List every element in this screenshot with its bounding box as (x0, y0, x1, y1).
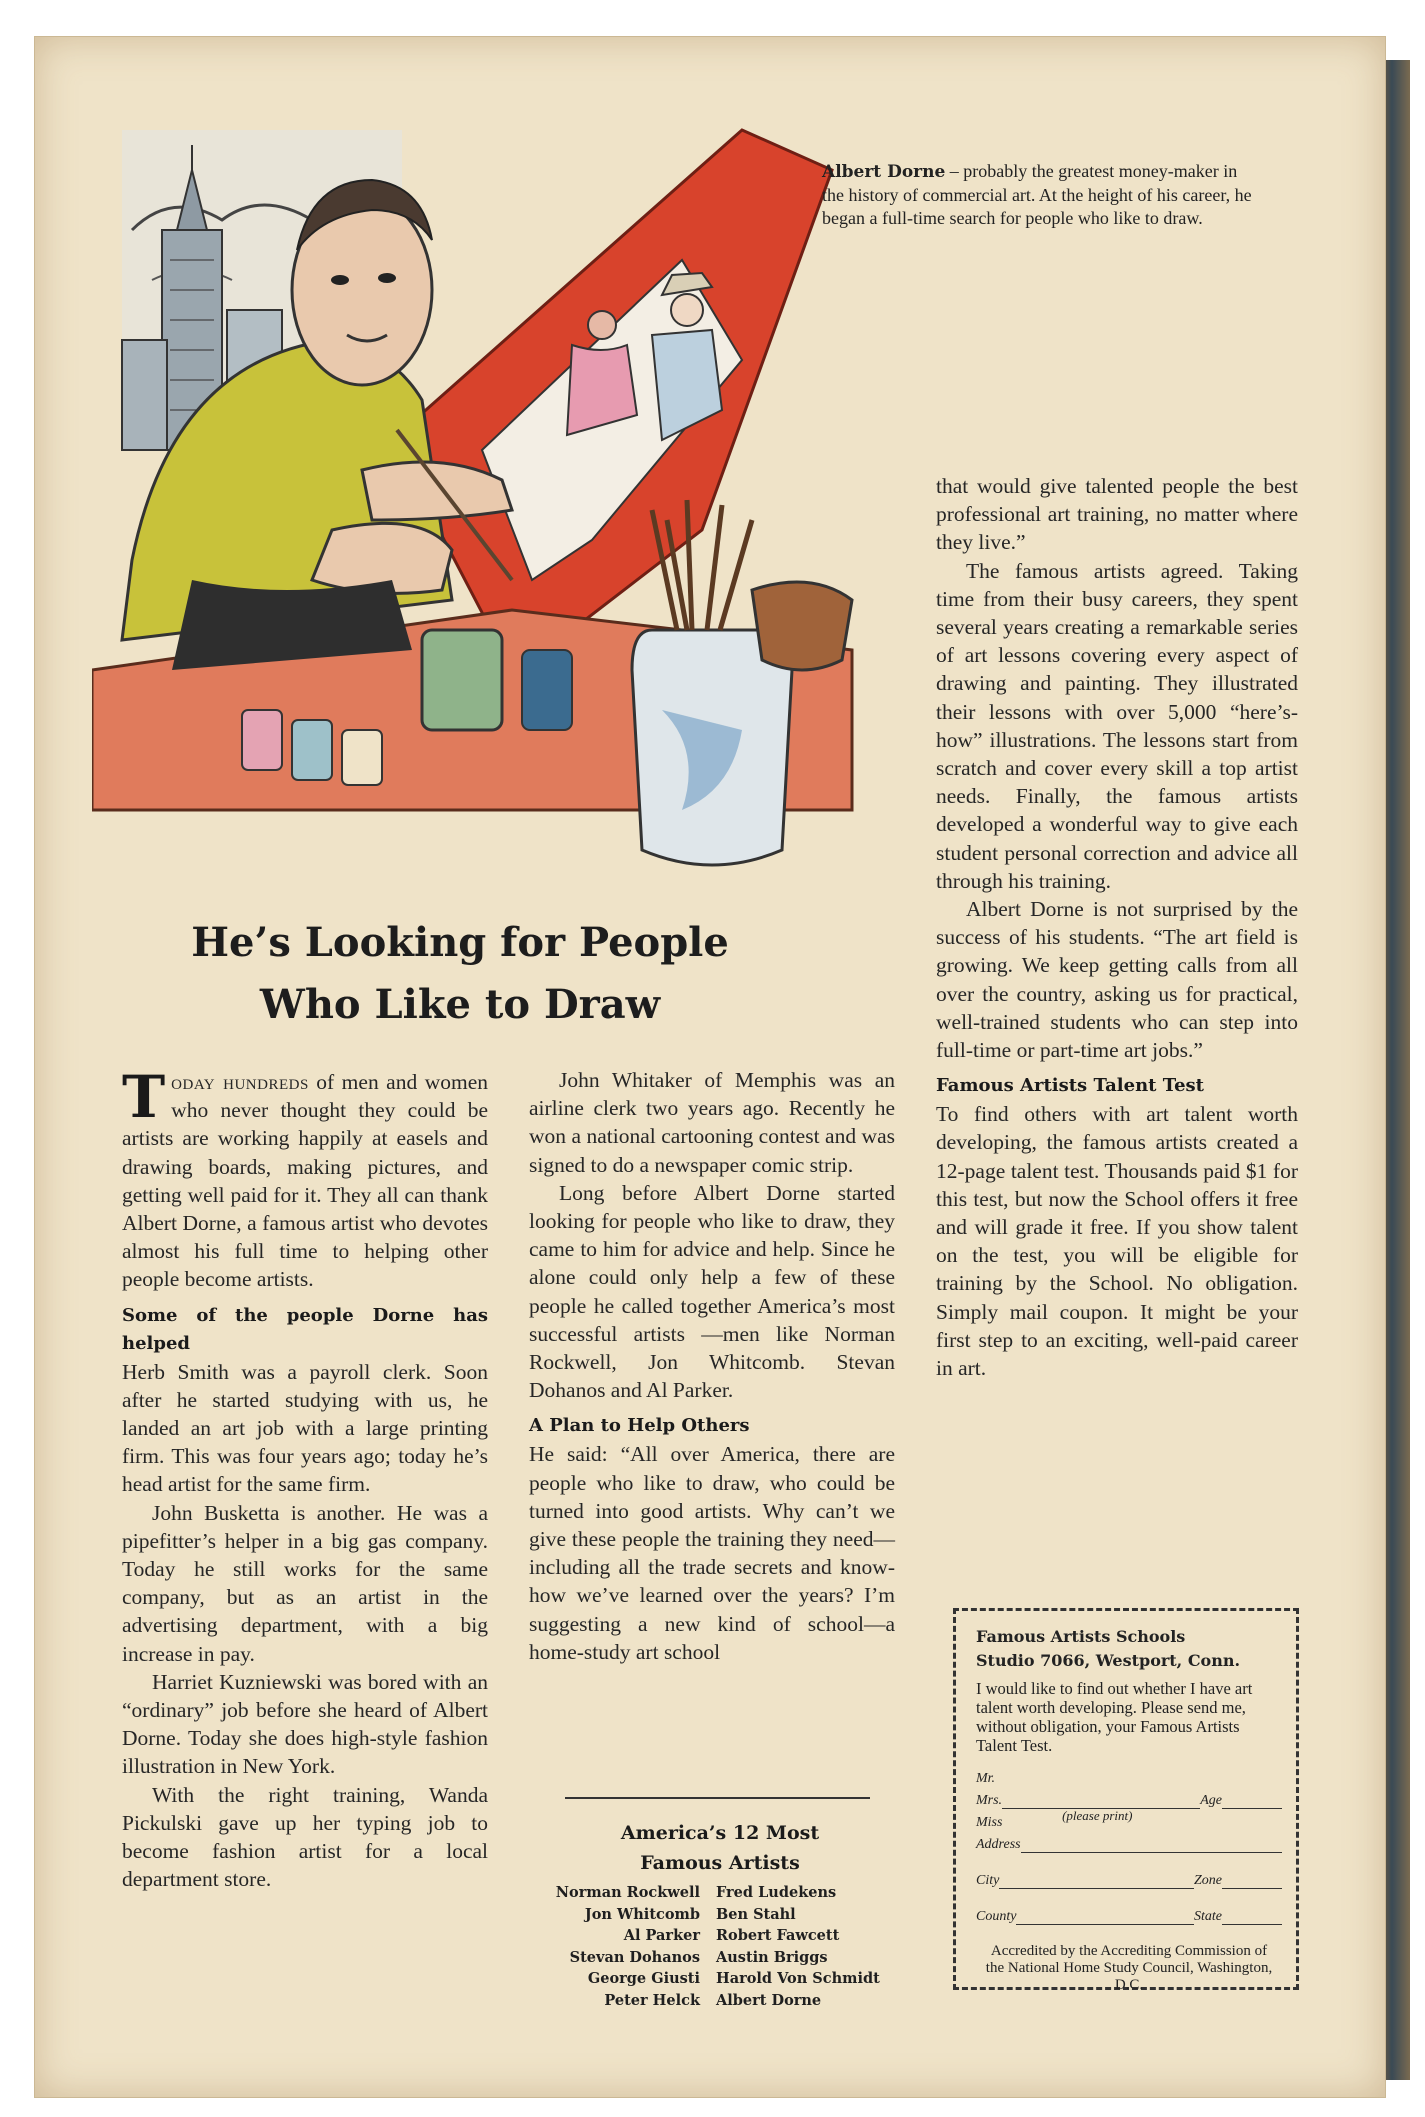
artist-name: Fred Ludekens (716, 1884, 837, 1901)
mail-coupon[interactable] (953, 1608, 1299, 1993)
age-input-line[interactable] (1222, 1794, 1282, 1809)
paragraph-long-before: Long before Albert Dorne started looking for people who like to draw, they came to him for advice and help. Since he alone could only help a few of these people he called together America’s most successful artists —men like Norman Rockwell, Jon Whitcomb. Stevan Dohanos and Al Parker. (529, 1180, 895, 1403)
coupon-school-name: Famous Artists Schools (976, 1627, 1186, 1646)
section-heading-plan: A Plan to Help Others (529, 1415, 750, 1437)
paragraph-talent-test: To find others with art talent worth developing, the famous artists created a 12-page talent test. Thousands paid $1 for this test, but now the School offers it free and will grade it free. If you show talent on the test, you will be eligible for training by the School. No obligation. Simply mail coupon. It might be your first step to an exciting, well-paid career in art. (936, 1102, 1298, 1381)
drop-cap: T (122, 1063, 166, 1131)
label-age: Age (1200, 1793, 1222, 1808)
paragraph-he-said: He said: “All over America, there are people who like to draw, who could be turned into good artists. Why can’t we give these people the training they need—including all the trade secrets and know-how we’ve learned over the years? I’m suggesting a new kind of school—a home-study art school (529, 1442, 895, 1664)
coupon-field-city[interactable] (976, 1867, 1282, 1889)
headline-line-1: He’s Looking for People (191, 919, 729, 966)
coupon-field-mr (976, 1765, 1282, 1787)
famous-title-line-2: Famous Artists (640, 1852, 800, 1874)
county-input-line[interactable] (1016, 1910, 1194, 1925)
artist-name: George Giusti (587, 1970, 700, 1987)
artist-name: Norman Rockwell (555, 1884, 700, 1901)
caption-name: Albert Dorne (822, 162, 946, 182)
famous-artists-title (560, 1818, 880, 1878)
headline (120, 912, 800, 1036)
headline-line-2: Who Like to Draw (259, 981, 661, 1028)
paragraph-artists-agreed: The famous artists agreed. Taking time from their busy careers, they spent several years creating a remarkable series of art lessons covering every aspect of drawing and painting. They illustrated their lessons with over 5,000 “here’s-how” illustrations. The lessons start from scratch and cover every skill a top artist needs. Finally, the famous artists developed a wonderful way to give each student personal correction and advice all through his training. (936, 558, 1298, 893)
artist-row (520, 1947, 940, 1969)
artist-name: Stevan Dohanos (569, 1948, 700, 1966)
state-input-line[interactable] (1222, 1910, 1282, 1925)
famous-title-line-1: America’s 12 Most (620, 1822, 820, 1844)
please-print-hint: (please print) (1062, 1808, 1133, 1823)
famous-artists-list (520, 1882, 940, 2011)
coupon-request-text: I would like to find out whether I have art talent worth developing. Please send me, without obligation, your Famous Artists Talent Test. (976, 1679, 1253, 1755)
intro-paragraph (122, 1063, 488, 1294)
paragraph-harriet-kuzniewski: Harriet Kuzniewski was bored with an “ordinary” job before she heard of Albert Dorne. Today she does high-style fashion illustration in New York. (122, 1669, 488, 1779)
artist-name: Ben Stahl (716, 1905, 796, 1923)
section-heading-talent-test: Famous Artists Talent Test (936, 1075, 1204, 1097)
artist-name: Austin Briggs (716, 1948, 828, 1966)
label-county: County (976, 1909, 1017, 1924)
intro-text: of men and women who never thought they could be artists are working happily at easels and drawing boards, making pictures, and getting well paid for it. They all can thank Albert Dorne, a famous artist who devotes almost his full time to helping other people become artists. (122, 1070, 488, 1292)
city-input-line[interactable] (999, 1874, 1194, 1889)
artist-name: Peter Helck (604, 1991, 700, 2009)
label-miss: Miss (976, 1815, 1003, 1830)
paragraph-john-whitaker: John Whitaker of Memphis was an airline clerk two years ago. Recently he won a national cartooning contest and was signed to do a newspaper comic strip. (529, 1068, 895, 1177)
label-city: City (976, 1873, 1000, 1888)
coupon-studio-address: Studio 7066, Westport, Conn. (976, 1651, 1241, 1670)
artist-row (520, 1904, 940, 1926)
paragraph-herb-smith: Herb Smith was a payroll clerk. Soon after he started studying with us, he landed an art job with a large printing firm. This was four years ago; today he’s head artist for the same firm. (122, 1359, 488, 1497)
divider-rule (565, 1797, 870, 1799)
albert-dorne-illustration (92, 110, 892, 910)
coupon-field-county[interactable] (976, 1903, 1282, 1925)
artist-name: Harold Von Schmidt (716, 1970, 880, 1987)
artist-row (520, 1925, 940, 1947)
name-input-line[interactable] (1002, 1794, 1200, 1823)
article-column-2 (529, 1066, 895, 1666)
paragraph-john-busketta: John Busketta is another. He was a pipefitter’s helper in a big gas company. Today he still works for the same company, but as an artist in the advertising department, with a big increase in pay. (122, 1500, 488, 1666)
artist-row (520, 1990, 940, 2012)
paragraph-not-surprised: Albert Dorne is not surprised by the success of his students. “The art field is growing. We keep getting calls from all over the country, asking us for practical, well-trained students who can step into full-time or part-time art jobs.” (936, 897, 1298, 1063)
address-input-line[interactable] (1021, 1838, 1282, 1853)
illustration-caption (822, 160, 1262, 230)
article-column-1 (122, 1063, 488, 1893)
lead-caps: oday hundreds (171, 1070, 309, 1094)
paragraph-wanda-pickulski: With the right training, Wanda Pickulski gave up her typing job to become fashion artist for a local department store. (122, 1782, 488, 1892)
label-mr: Mr. (976, 1771, 996, 1786)
section-heading-helped: Some of the people Dorne has helped (122, 1304, 488, 1354)
label-address: Address (976, 1837, 1021, 1852)
artist-row (520, 1968, 940, 1990)
accreditation-note: Accredited by the Accrediting Commission of the National Home Study Council, Washington, D.C. (985, 1943, 1273, 1993)
label-zone: Zone (1194, 1873, 1222, 1888)
artist-row (520, 1882, 940, 1904)
artist-name: Robert Fawcett (716, 1927, 840, 1944)
label-state: State (1194, 1909, 1222, 1924)
paragraph-continuation: that would give talented people the best professional art training, no matter where they live.” (936, 474, 1298, 555)
artist-name: Al Parker (623, 1927, 700, 1944)
zone-input-line[interactable] (1222, 1874, 1282, 1889)
artist-name: Albert Dorne (716, 1991, 822, 2009)
label-mrs: Mrs. (976, 1793, 1003, 1808)
caption-text: – probably the greatest money-maker in the history of commercial art. At the height of his career, he began a full-time search for people who like to draw. (822, 161, 1252, 228)
artist-name: Jon Whitcomb (584, 1905, 700, 1923)
coupon-field-address[interactable] (976, 1831, 1282, 1853)
article-column-3 (936, 472, 1298, 1382)
